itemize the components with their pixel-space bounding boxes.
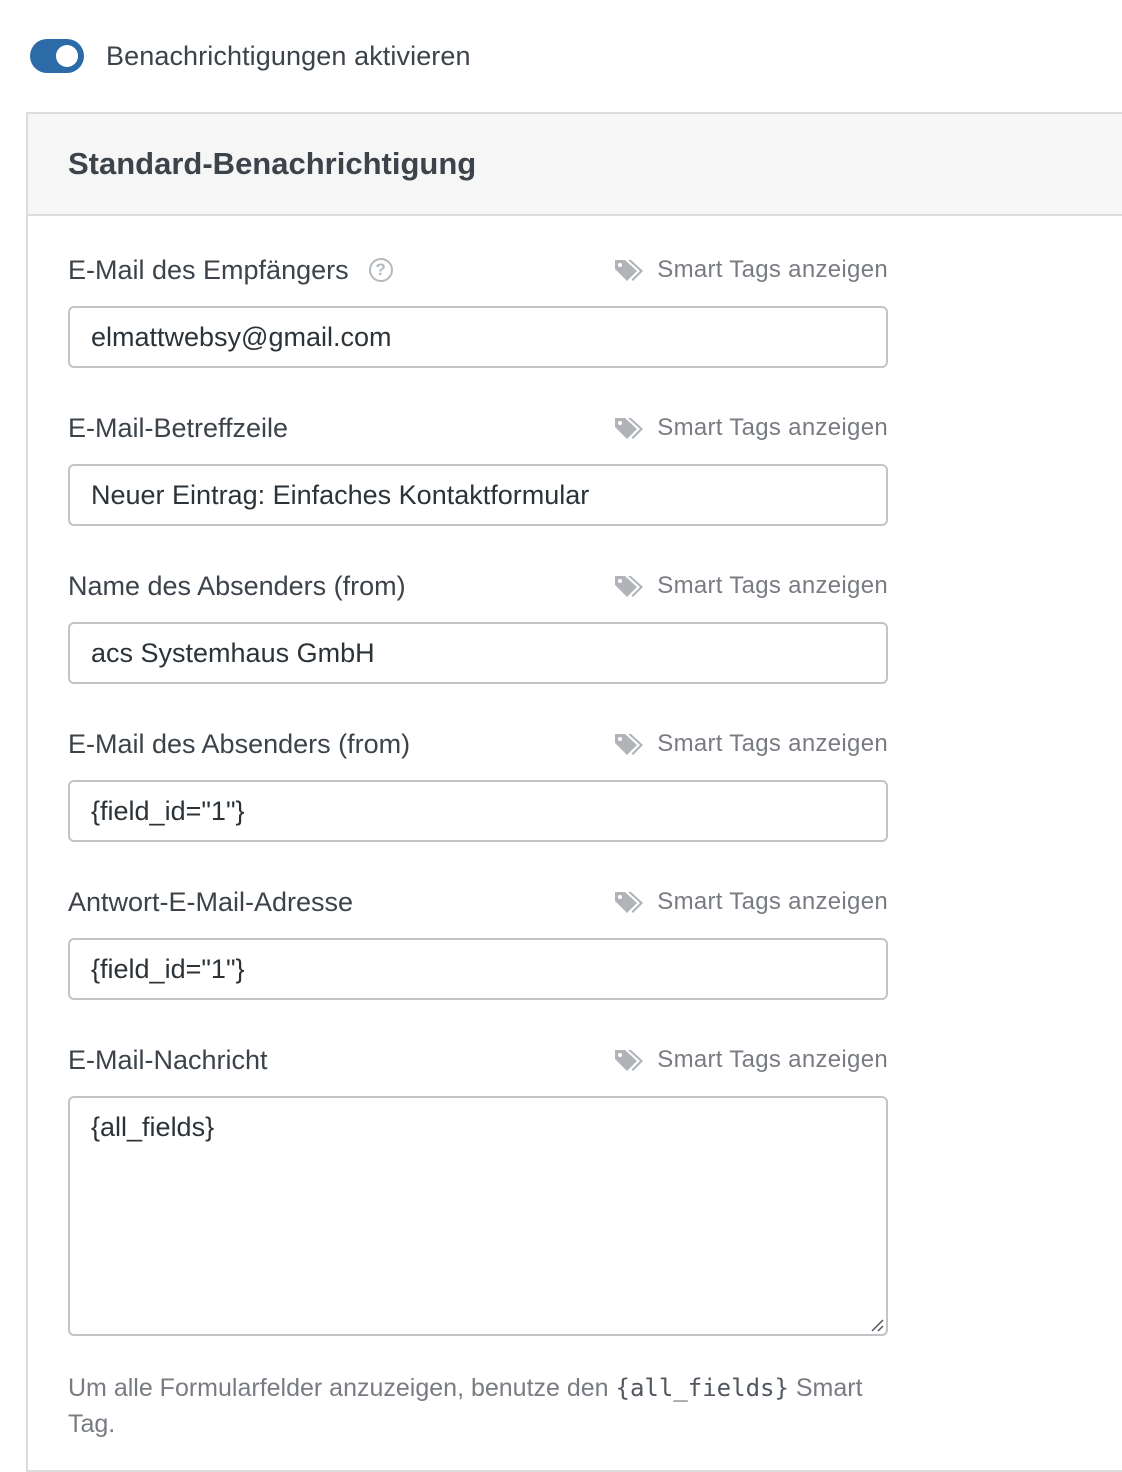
message-textarea-value: {all_fields} — [91, 1112, 215, 1142]
from-name-label: Name des Absenders (from) — [68, 570, 406, 601]
tag-icon — [613, 889, 645, 915]
from-email-input[interactable]: {field_id="1"} — [68, 780, 888, 842]
show-smart-tags-link[interactable] — [613, 572, 888, 600]
smart-tags-label: Smart Tags anzeigen — [657, 572, 888, 599]
reply-to-field — [68, 882, 888, 1000]
notifications-toggle-row — [30, 37, 471, 75]
show-smart-tags-link[interactable] — [613, 256, 888, 284]
subject-label: E-Mail-Betreffzeile — [68, 412, 289, 443]
tag-icon — [613, 415, 645, 441]
recipient-email-label: E-Mail des Empfängers — [68, 254, 349, 285]
show-smart-tags-link[interactable] — [613, 730, 888, 758]
smart-tags-label: Smart Tags anzeigen — [657, 256, 888, 283]
message-textarea[interactable] — [68, 1096, 888, 1336]
from-name-input[interactable]: acs Systemhaus GmbH — [68, 622, 888, 684]
all-fields-hint — [68, 1370, 888, 1442]
smart-tags-label: Smart Tags anzeigen — [657, 414, 888, 441]
help-icon[interactable]: ? — [369, 258, 393, 282]
message-field — [68, 1040, 888, 1336]
subject-field — [68, 408, 888, 526]
reply-to-label: Antwort-E-Mail-Adresse — [68, 886, 354, 917]
message-label: E-Mail-Nachricht — [68, 1044, 268, 1075]
hint-text-after: Smart Tag. — [68, 1374, 863, 1438]
tag-icon — [613, 1047, 645, 1073]
reply-to-input[interactable]: {field_id="1"} — [68, 938, 888, 1000]
show-smart-tags-link[interactable] — [613, 1046, 888, 1074]
notifications-toggle[interactable] — [30, 39, 84, 73]
toggle-knob — [56, 45, 78, 67]
from-email-label: E-Mail des Absenders (from) — [68, 728, 411, 759]
resize-handle-icon[interactable] — [868, 1316, 884, 1332]
recipient-email-input[interactable]: elmattwebsy@gmail.com — [68, 306, 888, 368]
smart-tags-label: Smart Tags anzeigen — [657, 1046, 888, 1073]
field-label — [68, 255, 393, 286]
show-smart-tags-link[interactable] — [613, 888, 888, 916]
subject-input[interactable]: Neuer Eintrag: Einfaches Kontaktformular — [68, 464, 888, 526]
hint-text-before: Um alle Formularfelder anzuzeigen, benutze den — [68, 1374, 616, 1402]
recipient-email-field — [68, 250, 888, 368]
show-smart-tags-link[interactable] — [613, 414, 888, 442]
notifications-toggle-label[interactable]: Benachrichtigungen aktivieren — [106, 40, 471, 71]
smart-tags-label: Smart Tags anzeigen — [657, 730, 888, 757]
tag-icon — [613, 573, 645, 599]
tag-icon — [613, 257, 645, 283]
tag-icon — [613, 731, 645, 757]
from-name-field — [68, 566, 888, 684]
smart-tags-label: Smart Tags anzeigen — [657, 888, 888, 915]
hint-code: {all_fields} — [615, 1374, 789, 1402]
default-notification-panel — [26, 112, 1122, 1472]
panel-header[interactable] — [28, 114, 1122, 216]
panel-title: Standard-Benachrichtigung — [68, 146, 477, 181]
from-email-field — [68, 724, 888, 842]
